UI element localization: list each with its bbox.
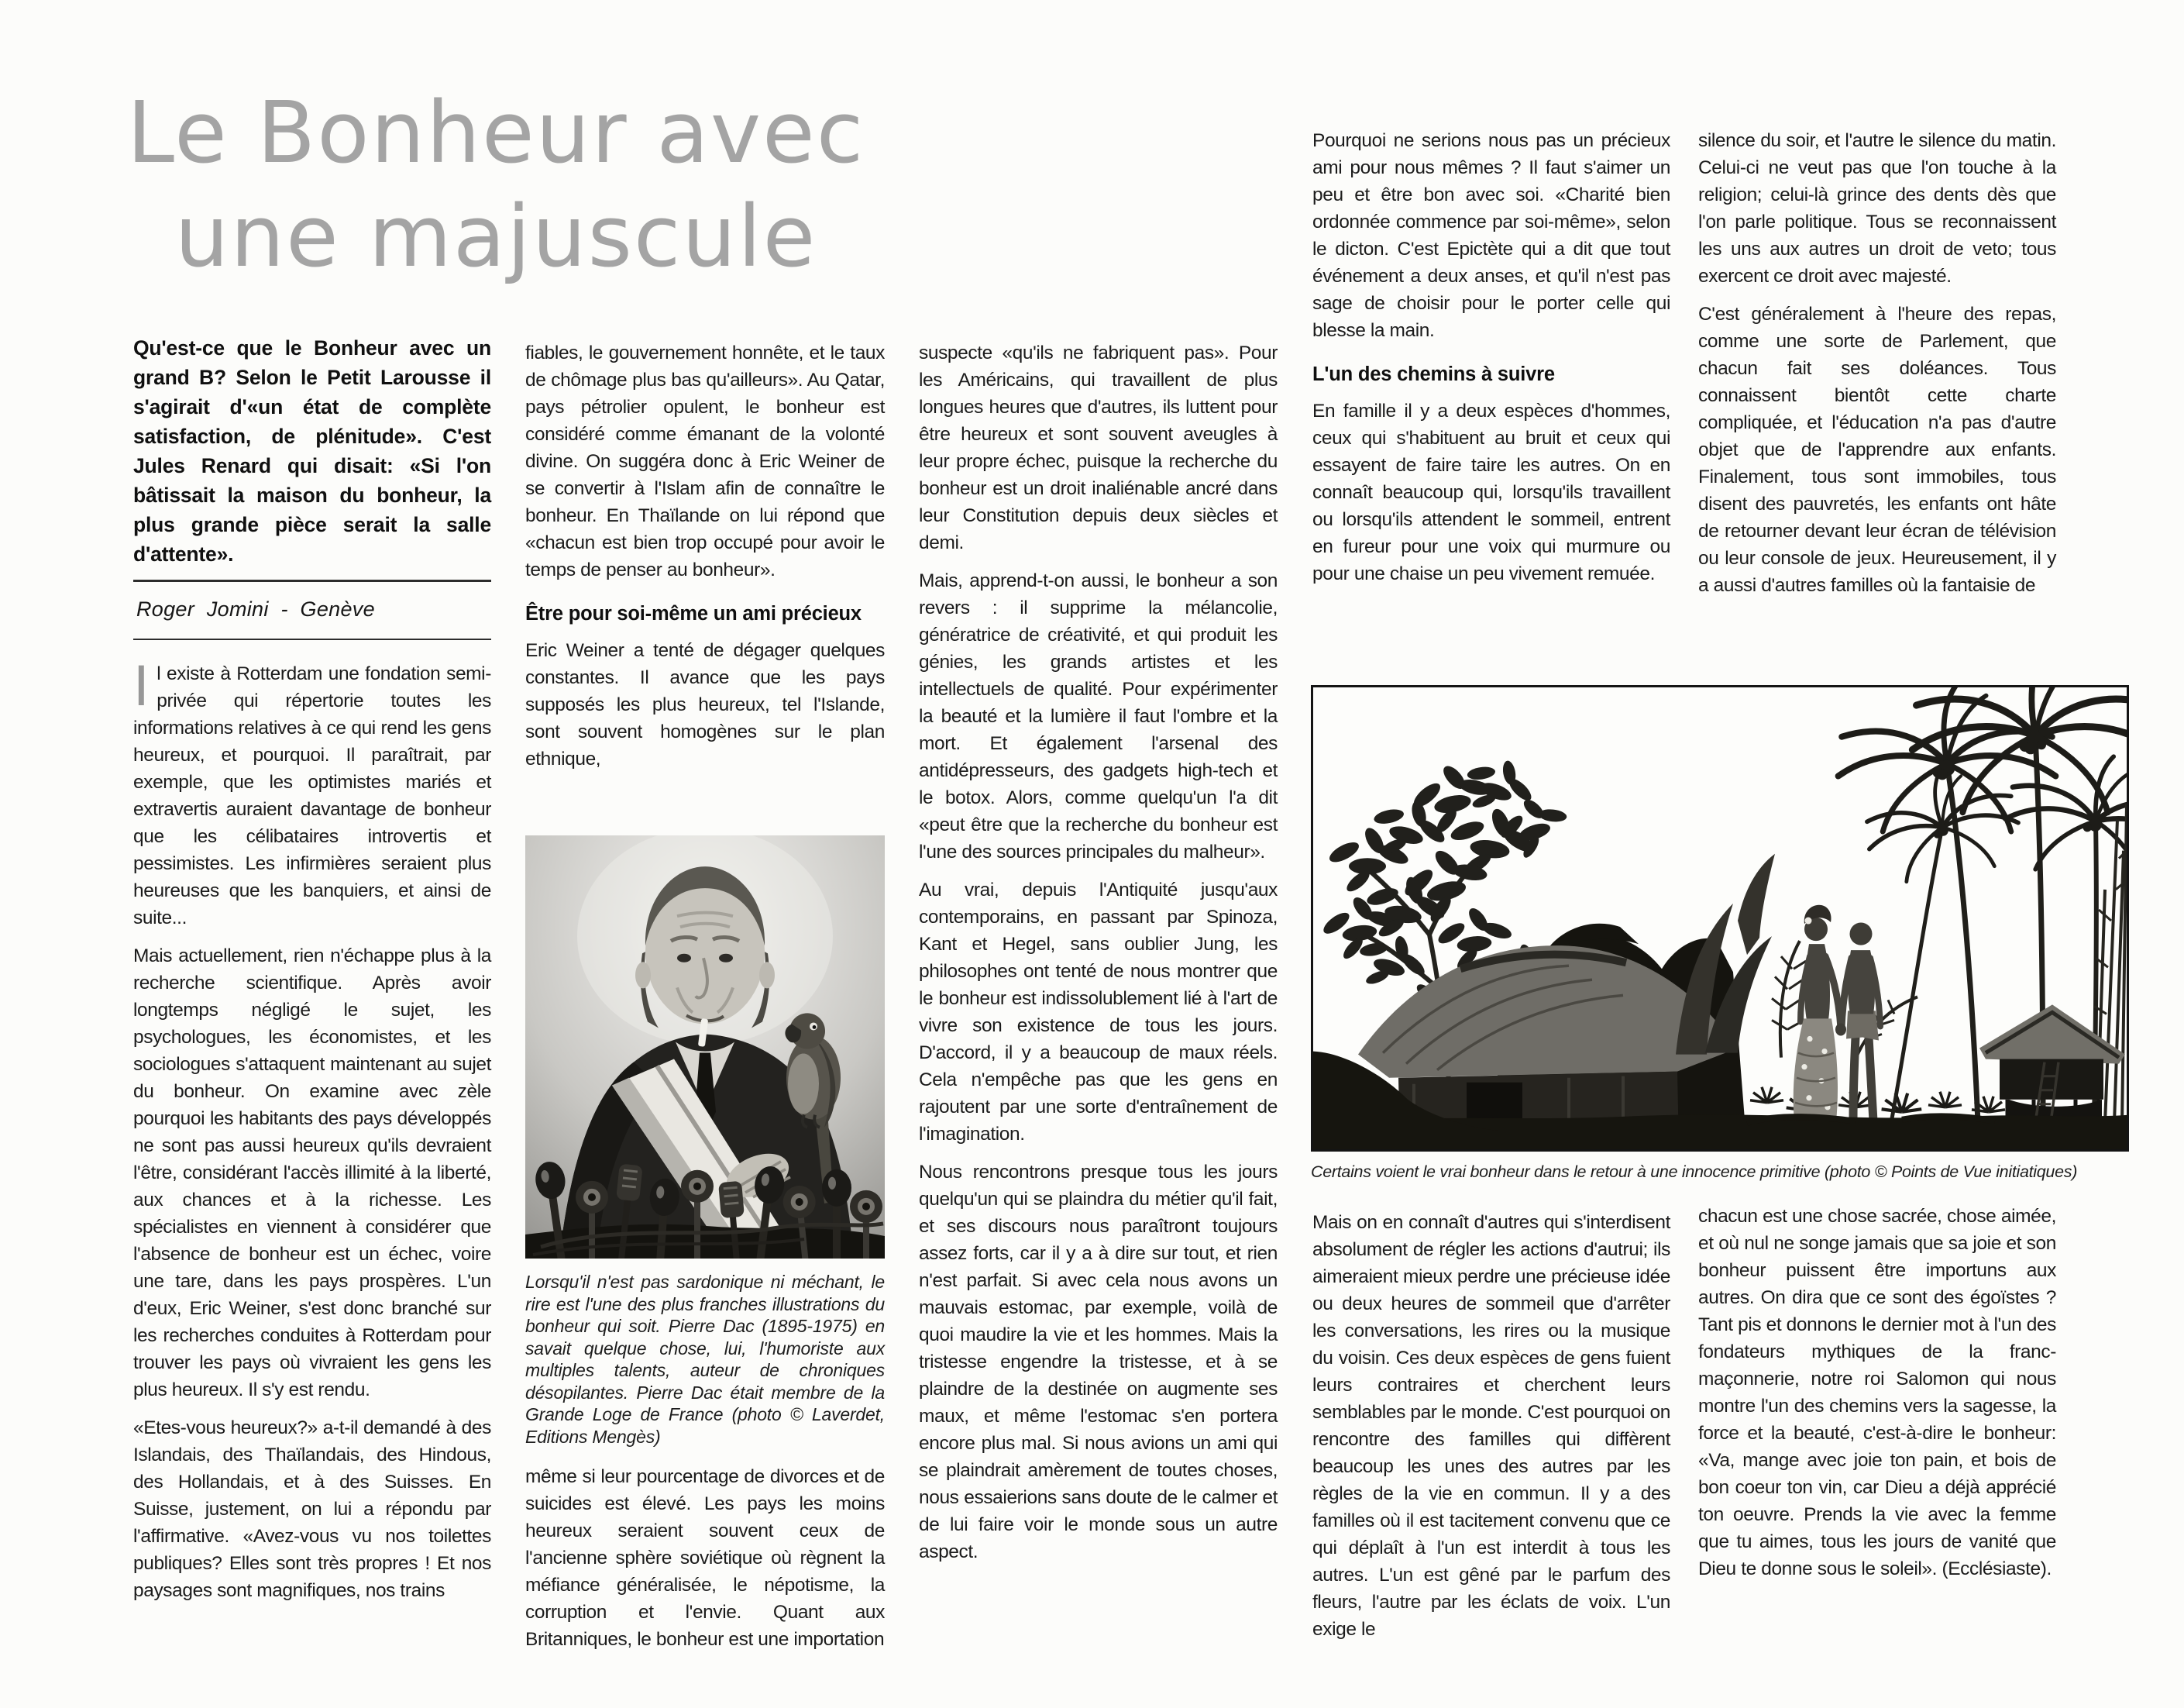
pierre-dac-photo-graphic (525, 835, 885, 1259)
paragraph: même si leur pourcentage de divorces et de suicides est élevé. Les pays les moins heureux seraient souvent ceux de l'ancienne sphère soviétique où règnent la méfiance généralisée, le népotisme, la corruption et l'envie. Quant aux Britanniques, le bonheur est une importation (525, 1466, 885, 1650)
paragraph: En famille il y a deux espèces d'hommes, ceux qui s'habituent au bruit et ceux qui essayent de faire taire les autres. On en connaît beaucoup qui, lorsqu'ils travaillent ou lorsqu'ils attendent le sommeil, entrent en fureur pour une voix qui murmure ou pour une chaise un peu vivement remuée. (1312, 401, 1670, 584)
drop-cap: I (133, 655, 150, 718)
paragraph: Mais, apprend-t-on aussi, le bonheur a son revers : il supprime la mélancolie, génératrice de créativité, et qui produit les génies, les grands artistes et les intellectuels de qualité. Pour expérimenter la beauté et la lumière il faut l'ombre et la mort. Et également l'arsenal des antidépresseurs, des gadgets high-tech et le botox. Alors, comme quelqu'un l'a dit «peut être que la recherche du bonheur est l'une des sources principales du malheur». (919, 570, 1278, 863)
column-2-bottom (525, 1463, 885, 1664)
paragraph: silence du soir, et l'autre le silence du matin. Celui-ci ne veut pas que l'on touche à la religion; celui-là grince des dents dès que l'on parle politique. Tous se reconnaissent les uns aux autres un droit de veto; tous exercent ce droit avec majesté. (1698, 130, 2056, 287)
byline: Roger Jomini - Genève (136, 597, 375, 621)
column-4-bottom (1312, 1209, 1670, 1654)
tropical-illustration-graphic (1313, 687, 2127, 1149)
photo-caption: Lorsqu'il n'est pas sardonique ni méchant, le rire est l'une des plus franches illustrations du bonheur qui soit. Pierre Dac (1895-1975) en savait quelque chose, lui, l'humoriste aux multiples talents, auteur de chroniques désopilantes. Pierre Dac était membre de la Grande Loge de France (photo © Laverdet, Editions Mengès) (525, 1272, 885, 1447)
paragraph: Mais on en connaît d'autres qui s'interdisent absolument de régler les actions d'autrui; ils aimeraient mieux perdre une précieuse idée ou deux heures de sommeil que d'arrêter les conversations, les rires ou la musique du voisin. Ces deux espèces de gens fuient leurs contraires et cherchent leurs semblables par le monde. C'est pourquoi on rencontre des familles qui diffèrent beaucoup les unes des autres par les règles de la vie en commun. Il y a des familles où il est tacitement convenu que ce qui déplaît à l'un est interdit à tous les autres. L'un est gêné par le parfum des fleurs, l'autre par les éclats de voix. L'un exige le (1312, 1212, 1670, 1640)
column-1 (133, 333, 491, 1615)
subhead-ami-precieux: Être pour soi-même un ami précieux (525, 603, 862, 625)
intro-paragraph: Qu'est-ce que le Bonheur avec un grand B? Selon le Petit Larousse il s'agirait d'«un état de complète satisfaction, de plénitude». C'est Jules Renard qui disait: «Si l'on bâtissait la maison du bonheur, la plus grande pièce serait la salle d'attente». (133, 336, 491, 566)
column-3 (919, 339, 1278, 1576)
pierre-dac-photo (525, 835, 885, 1259)
paragraph: Nous rencontrons presque tous les jours quelqu'un qui se plaindra du métier qu'il fait, et ses discours nous paraîtront toujours assez forts, car il y a à dire sur tout, et rien n'est parfait. Si avec cela nous avons un mauvais estomac, par exemple, voilà de quoi maudire la vie et les hommes. Mais la tristesse engendre la tristesse, et à se plaindre de la destinée on augmente ses maux, et même l'estomac s'en portera encore plus mal. Si nous avions un ami qui se plaindrait amèrement de toutes choses, nous essaierions sans doute de le calmer et de lui faire voir le monde sous un autre aspect. (919, 1162, 1278, 1562)
column-5-bottom (1698, 1203, 2056, 1593)
article-title-line1: Le Bonheur avec (126, 83, 865, 182)
paragraph: chacun est une chose sacrée, chose aimée, et où nul ne songe jamais que sa joie et son bonheur puissent être importuns aux autres. On dira que ce sont des égoïstes ? Tant pis et donnons le dernier mot à l'un des fondateurs mythiques de la franc-maçonnerie, notre roi Salomon qui nous montre l'un des chemins vers la sagesse, la force et la beauté, c'est-à-dire le bonheur: «Va, mange avec joie ton pain, et bois de bon coeur ton vin, car Dieu a déjà apprécié ton oeuvre. Prends la vie avec la femme que tu aimes, tous les jours de vanité que Dieu te donne sous le soleil». (Ecclésiaste). (1698, 1206, 2056, 1579)
column-2-top (525, 339, 885, 783)
article-title-line2: une majuscule (174, 187, 817, 286)
byline-rule-bottom (133, 639, 491, 640)
paragraph: suspecte «qu'ils ne fabriquent pas». Pour les Américains, qui travaillent de plus longues heures que d'autres, ils luttent pour être heureux et sont souvent aveugles à leur propre échec, puisque la recherche du bonheur est un droit inaliénable ancré dans leur Constitution depuis deux siècles et demi. (919, 343, 1278, 553)
article-title (116, 81, 875, 288)
subhead-chemins-a-suivre: L'un des chemins à suivre (1312, 363, 1555, 385)
paragraph: Pourquoi ne serions nous pas un précieux ami pour nous mêmes ? Il faut s'aimer un peu et être bon avec soi. «Charité bien ordonnée commence par soi-même», selon le dicton. C'est Epictète qui a dit que tout événement a deux anses, et qu'il n'est pas sage de choisir pour le porter celle qui blesse la main. (1312, 130, 1670, 341)
column-4-top (1312, 127, 1670, 598)
paragraph (133, 655, 491, 931)
paragraph: C'est généralement à l'heure des repas, comme une sorte de Parlement, que chacun fait ses doléances. Tous connaissent bientôt cette charte compliquée, et l'éducation n'a pas d'autre objet que de l'apprendre aux enfants. Finalement, tous sont immobiles, tous disent des pauvretés, les enfants ont hâte de retourner devant leur écran de télévision ou leur console de jeux. Heureusement, il y a aussi d'autres familles où la fantaisie de (1698, 304, 2056, 596)
paragraph: «Etes-vous heureux?» a-t-il demandé à des Islandais, des Thaïlandais, des Hindous, des Hollandais, et à des Suisses. En Suisse, justement, on lui a répondu par l'affirmative. «Avez-vous vu nos toilettes publiques? Elles sont très propres ! Et nos paysages sont magnifiques, nos trains (133, 1417, 491, 1601)
tropical-illustration (1311, 685, 2129, 1152)
paragraph: Mais actuellement, rien n'échappe plus à la recherche scientifique. Après avoir longtemps négligé le sujet, les psychologues, les économistes, et les sociologues s'attaquent maintenant au sujet du bonheur. On examine avec zèle pourquoi les habitants des pays développés ne sont pas aussi heureux qu'ils devraient l'être, considérant l'accès illimité à la liberté, aux chances et à la richesse. Les spécialistes en viennent à considérer que l'absence de bonheur est un échec, voire une tare, dans les pays prospères. L'un d'eux, Eric Weiner, s'est donc branché sur les recherches conduites à Rotterdam pour trouver les pays où vivraient les gens les plus heureux. Il s'y est rendu. (133, 945, 491, 1400)
paragraph-text: l existe à Rotterdam une fondation semi-privée qui répertorie toutes les informations relatives à ce qui rend les gens heureux, et pourquoi. Il paraîtrait, par exemple, que les optimistes mariés et extravertis auraient davantage de bonheur que les célibataires introvertis et pessimistes. Les infirmières seraient plus heureuses que les banquiers, et ainsi de suite... (133, 663, 491, 928)
paragraph: Eric Weiner a tenté de dégager quelques constantes. Il avance que les pays supposés les plus heureux, tel l'Islande, sont souvent homogènes sur le plan ethnique, (525, 640, 885, 770)
paragraph: fiables, le gouvernement honnête, et le taux de chômage plus bas qu'ailleurs». Au Qatar, pays pétrolier opulent, le bonheur est considéré comme émanant de la volonté divine. On suggéra donc à Eric Weiner de se convertir à l'Islam afin de connaître le bonheur. En Thaïlande on lui répond que «chacun est bien trop occupé pour avoir le temps de penser au bonheur». (525, 343, 885, 580)
column-5-top (1698, 127, 2056, 610)
paragraph: Au vrai, depuis l'Antiquité jusqu'aux contemporains, en passant par Spinoza, Kant et Hegel, sans oublier Jung, les philosophes ont tenté de nous montrer que le bonheur est indissolublement lié à l'art de vivre son existence de tous les jours. D'accord, il y a beaucoup de maux réels. Cela n'empêche pas que les gens en rajoutent par une sorte d'entraînement de l'imagination. (919, 880, 1278, 1145)
illustration-caption: Certains voient le vrai bonheur dans le retour à une innocence primitive (photo © Points de Vue initiatiques) (1311, 1162, 2078, 1181)
